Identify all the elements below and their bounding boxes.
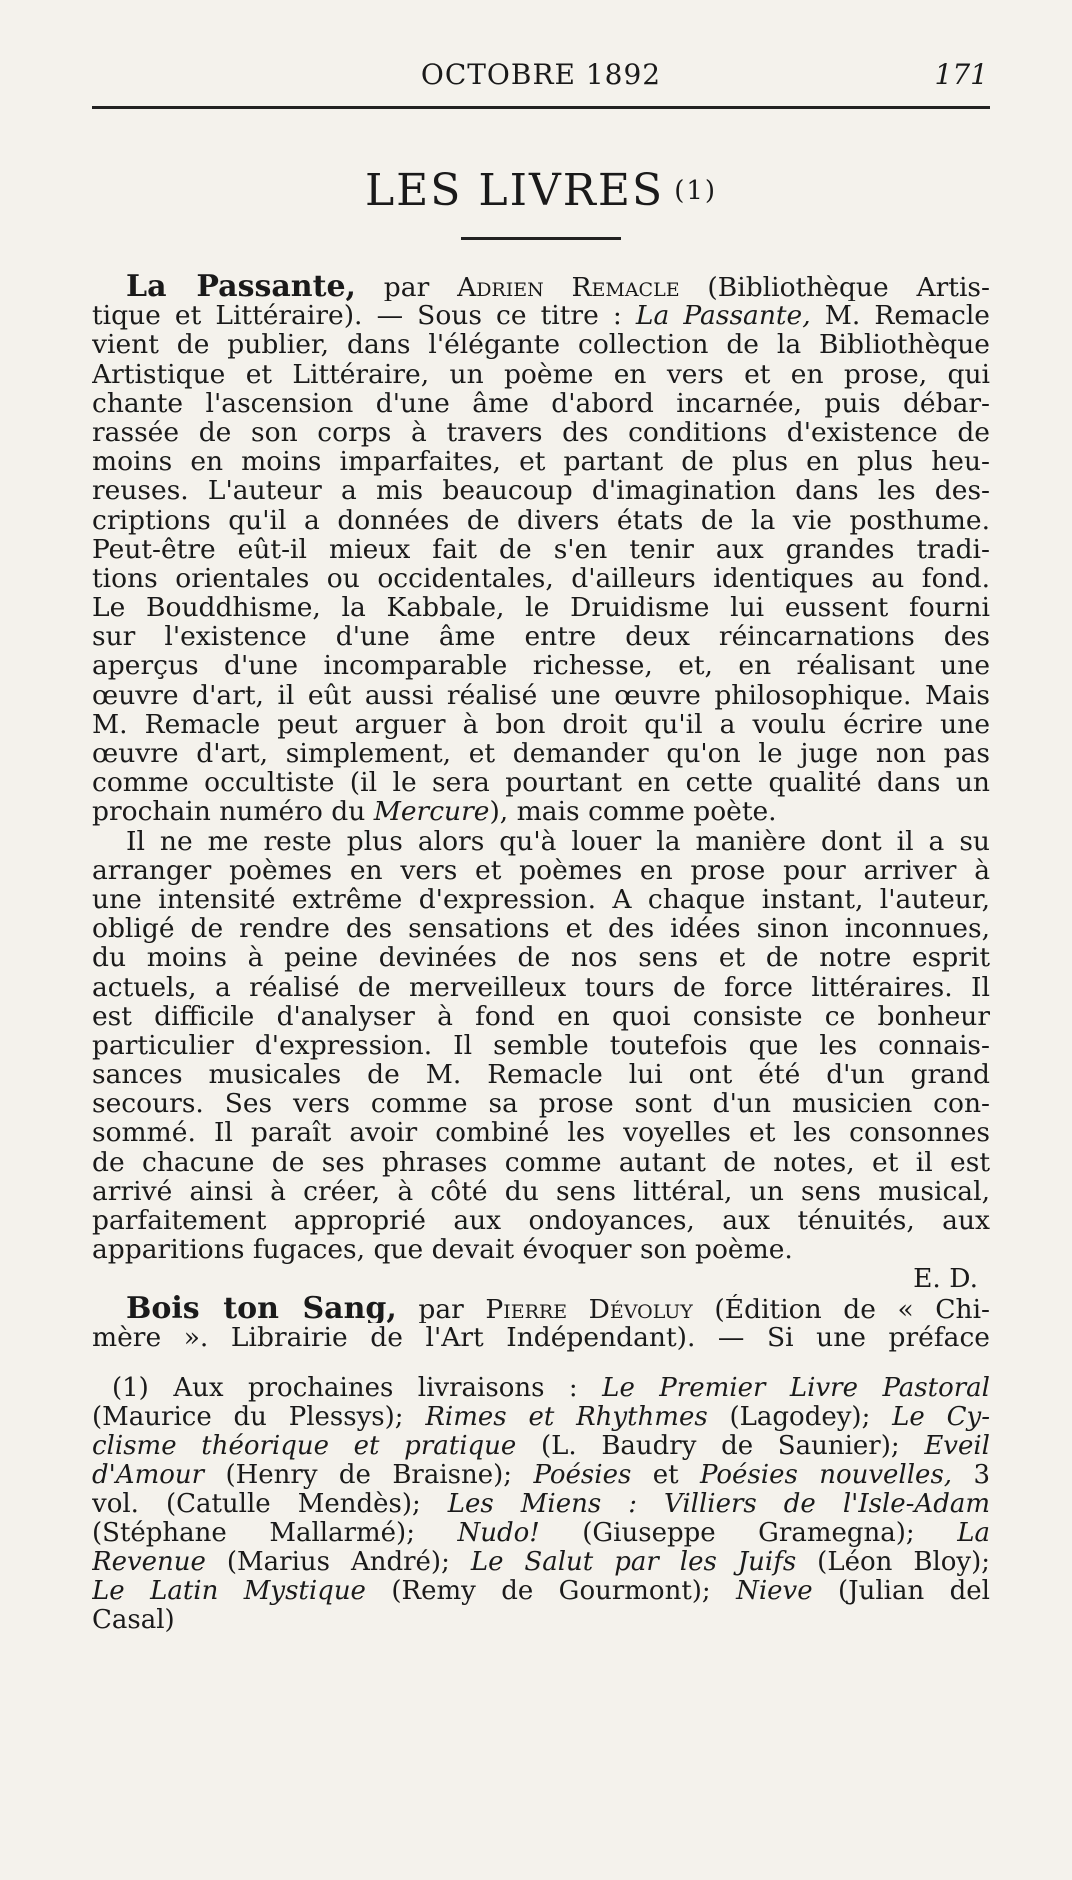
title-rule bbox=[461, 237, 621, 240]
text-line: moins en moins imparfaites, et partant de plus en plus heu- bbox=[92, 447, 990, 477]
author-name: Adrien Remacle bbox=[457, 272, 680, 302]
text-line: rassée de son corps à travers des conditions d'existence de bbox=[92, 417, 990, 448]
text-line: de chacune de ses phrases comme autant de notes, et il est bbox=[92, 1147, 990, 1177]
text-line: mère ». Librairie de l'Art Indépendant). — Si une préface bbox=[92, 1322, 990, 1352]
text-line: une intensité extrême d'expression. A chaque instant, l'auteur, bbox=[92, 884, 990, 915]
footnote-line: Revenue (Marius André); Le Salut par les Juifs (Léon Bloy); bbox=[92, 1547, 990, 1577]
book-title: Bois ton Sang, bbox=[126, 1293, 397, 1323]
text-line: actuels, a réalisé de merveilleux tours de force littéraires. Il bbox=[92, 972, 990, 1002]
page bbox=[92, 52, 990, 1635]
footnote-line: d'Amour (Henry de Braisne); Poésies et Poésies nouvelles, 3 bbox=[92, 1460, 990, 1490]
running-head-date: OCTOBRE 1892 bbox=[420, 58, 662, 91]
footnote bbox=[92, 1374, 990, 1635]
text-line: arrivé ainsi à créer, à côté du sens littéral, un sens musical, bbox=[92, 1176, 990, 1206]
text-line: parfaitement approprié aux ondoyances, aux ténuités, aux bbox=[92, 1206, 990, 1236]
text-line: sances musicales de M. Remacle lui ont été d'un grand bbox=[92, 1060, 990, 1090]
text-line: Bois ton Sang, par Pierre Dévoluy (Édition de « Chi- bbox=[92, 1294, 990, 1323]
author-name: Pierre Dévoluy bbox=[485, 1293, 693, 1323]
text-line: apparitions fugaces, que devait évoquer son poème. bbox=[92, 1235, 793, 1265]
review-passante bbox=[92, 272, 990, 1352]
text-line: œuvre d'art, simplement, et demander qu'on le juge non pas bbox=[92, 739, 990, 769]
footnote-reference: (1) bbox=[674, 176, 718, 206]
footnote-line: (1) Aux prochaines livraisons : Le Premier Livre Pastoral bbox=[112, 1373, 990, 1403]
text-line: sur l'existence d'une âme entre deux réincarnations des bbox=[92, 622, 990, 652]
footnote-line: Le Latin Mystique (Remy de Gourmont); Nieve (Julian del bbox=[92, 1576, 990, 1606]
text-line: est difficile d'analyser à fond en quoi consiste ce bonheur bbox=[92, 1001, 990, 1031]
text-line: obligé de rendre des sensations et des idées sinon inconnues, bbox=[92, 914, 990, 944]
text-line: arranger poèmes en vers et poèmes en prose pour arriver à bbox=[92, 855, 990, 885]
text-line: tions orientales ou occidentales, d'ailleurs identiques au fond. bbox=[92, 563, 990, 594]
text-line: Artistique et Littéraire, un poème en vers et en prose, qui bbox=[92, 359, 990, 389]
inline-book-title: La Passante, bbox=[635, 301, 811, 331]
running-head bbox=[92, 52, 990, 109]
text-line: chante l'ascension d'une âme d'abord incarnée, puis débar- bbox=[92, 388, 990, 418]
section-title-text: LES LIVRES bbox=[364, 165, 665, 216]
text-line: comme occultiste (il le sera pourtant en cette qualité dans un bbox=[92, 768, 990, 798]
text-line: tique et Littéraire). — Sous ce titre : La Passante, M. Remacle bbox=[92, 301, 990, 331]
text-line: Peut-être eût-il mieux fait de s'en tenir aux grandes tradi- bbox=[92, 534, 990, 564]
text-line: aperçus d'une incomparable richesse, et, en réalisant une bbox=[92, 651, 990, 681]
text-line: Le Bouddhisme, la Kabbale, le Druidisme lui eussent fourni bbox=[92, 593, 990, 623]
text-line: criptions qu'il a données de divers états de la vie posthume. bbox=[92, 505, 990, 535]
footnote-line: Casal) bbox=[92, 1605, 175, 1635]
text-line: particulier d'expression. Il semble toutefois que les connais- bbox=[92, 1030, 990, 1061]
journal-title: Mercure bbox=[373, 797, 490, 827]
book-title: La Passante, bbox=[126, 272, 356, 302]
text-line: sommé. Il paraît avoir combiné les voyelles et les consonnes bbox=[92, 1118, 990, 1148]
text-line: La Passante, par Adrien Remacle (Bibliothèque Artis- bbox=[92, 272, 990, 301]
text-line: reuses. L'auteur a mis beaucoup d'imagination dans les des- bbox=[92, 476, 990, 506]
text-line: prochain numéro du Mercure), mais comme poète. bbox=[92, 797, 777, 827]
footnote-line: clisme théorique et pratique (L. Baudry de Saunier); Eveil bbox=[92, 1431, 990, 1461]
footnote-line: (Stéphane Mallarmé); Nudo! (Giuseppe Gramegna); La bbox=[92, 1518, 990, 1548]
footnote-line: vol. (Catulle Mendès); Les Miens : Villiers de l'Isle-Adam bbox=[92, 1489, 990, 1519]
text-line: Il ne me reste plus alors qu'à louer la manière dont il a su bbox=[126, 826, 990, 856]
footnote-line: (Maurice du Plessys); Rimes et Rhythmes (Lagodey); Le Cy- bbox=[92, 1402, 990, 1432]
text-line: du moins à peine devinées de nos sens et de notre esprit bbox=[92, 943, 990, 973]
text-line: œuvre d'art, il eût aussi réalisé une œuvre philosophique. Mais bbox=[92, 680, 990, 710]
review-signature: E. D. bbox=[913, 1263, 978, 1295]
text-line: vient de publier, dans l'élégante collection de la Bibliothèque bbox=[92, 330, 990, 360]
text-line: secours. Ses vers comme sa prose sont d'un musicien con- bbox=[92, 1089, 990, 1119]
text-line: M. Remacle peut arguer à bon droit qu'il a voulu écrire une bbox=[92, 709, 990, 739]
page-number: 171 bbox=[934, 58, 988, 91]
section-title bbox=[92, 165, 990, 217]
